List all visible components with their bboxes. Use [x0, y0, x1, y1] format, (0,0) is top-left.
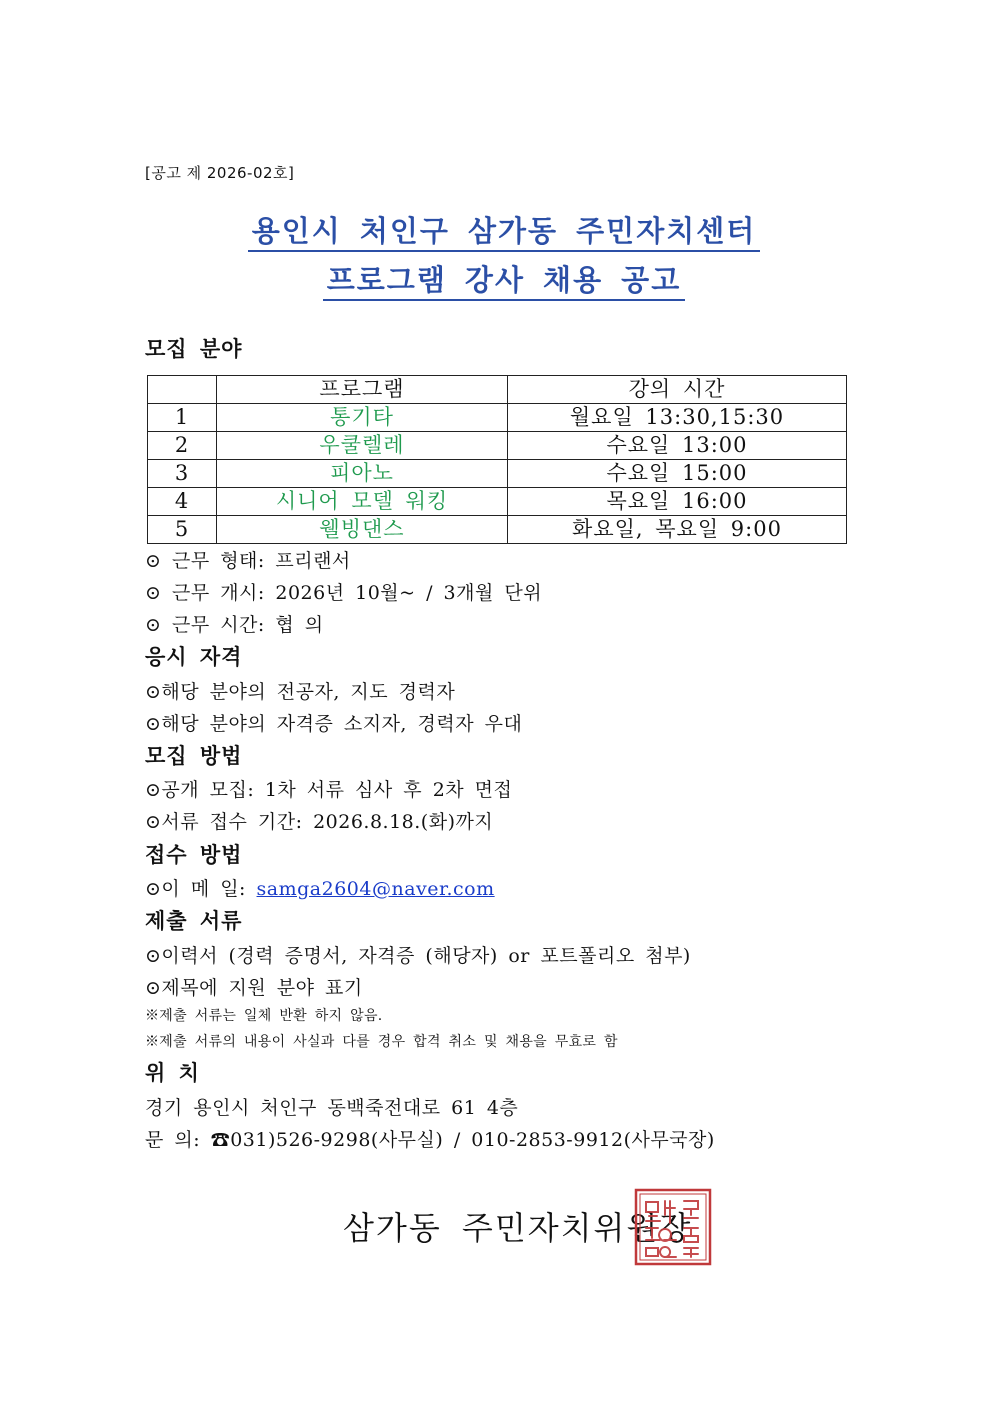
email-link[interactable]: samga2604@naver.com [256, 878, 495, 900]
notice-number: [공고 제 2026-02호] [145, 164, 295, 182]
table-row [148, 460, 847, 488]
submission-heading: 접수 방법 [145, 843, 243, 867]
table-row [148, 432, 847, 460]
header-time: 강의 시간 [508, 376, 847, 404]
row-no: 4 [148, 488, 217, 516]
row-program: 시니어 모델 워킹 [217, 488, 508, 516]
recruitment-heading: 모집 분야 [145, 337, 243, 361]
row-program: 우쿨렐레 [217, 432, 508, 460]
table-header-row [148, 376, 847, 404]
header-program: 프로그램 [217, 376, 508, 404]
row-time: 화요일, 목요일 9:00 [508, 516, 847, 544]
row-program: 웰빙댄스 [217, 516, 508, 544]
row-program: 통기타 [217, 404, 508, 432]
address: 경기 용인시 처인구 동백죽전대로 61 4층 [145, 1097, 519, 1119]
method-item: ⊙서류 접수 기간: 2026.8.18.(화)까지 [145, 811, 494, 833]
qualification-heading: 응시 자격 [145, 645, 243, 669]
row-time: 월요일 13:30,15:30 [508, 404, 847, 432]
method-item: ⊙공개 모집: 1차 서류 심사 후 2차 면접 [145, 779, 513, 801]
official-seal [634, 1188, 712, 1266]
documents-note: ※제출 서류는 일체 반환 하지 않음. [145, 1008, 383, 1024]
row-no: 5 [148, 516, 217, 544]
qualification-item: ⊙해당 분야의 전공자, 지도 경력자 [145, 681, 456, 703]
title-line-1: 용인시 처인구 삼가동 주민자치센터 [0, 209, 992, 250]
row-no: 2 [148, 432, 217, 460]
qualification-item: ⊙해당 분야의 자격증 소지자, 경력자 우대 [145, 713, 523, 735]
documents-item: ⊙이력서 (경력 증명서, 자격증 (해당자) or 포트폴리오 첨부) [145, 945, 691, 967]
row-time: 수요일 13:00 [508, 432, 847, 460]
row-time: 수요일 15:00 [508, 460, 847, 488]
email-label: ⊙이 메 일: [145, 878, 246, 900]
work-hours: ⊙ 근무 시간: 협 의 [145, 614, 324, 636]
documents-note: ※제출 서류의 내용이 사실과 다를 경우 합격 취소 및 채용을 무효로 함 [145, 1034, 618, 1050]
table-row [148, 516, 847, 544]
row-no: 1 [148, 404, 217, 432]
row-no: 3 [148, 460, 217, 488]
table-row [148, 404, 847, 432]
row-program: 피아노 [217, 460, 508, 488]
documents-item: ⊙제목에 지원 분야 표기 [145, 977, 363, 999]
row-time: 목요일 16:00 [508, 488, 847, 516]
header-no [148, 376, 217, 404]
title-line-2: 프로그램 강사 채용 공고 [0, 258, 992, 299]
documents-heading: 제출 서류 [145, 909, 243, 933]
contact: 문 의: ☎031)526-9298(사무실) / 010-2853-9912(사무국장) [145, 1129, 715, 1151]
work-start: ⊙ 근무 개시: 2026년 10월~ / 3개월 단위 [145, 582, 543, 604]
method-heading: 모집 방법 [145, 744, 243, 768]
recruitment-table [147, 375, 847, 544]
signer-title: 삼가동 주민자치위원장 [343, 1209, 693, 1247]
work-type: ⊙ 근무 형태: 프리랜서 [145, 550, 351, 572]
table-row [148, 488, 847, 516]
location-heading: 위 치 [145, 1061, 200, 1085]
email-line [145, 874, 495, 901]
